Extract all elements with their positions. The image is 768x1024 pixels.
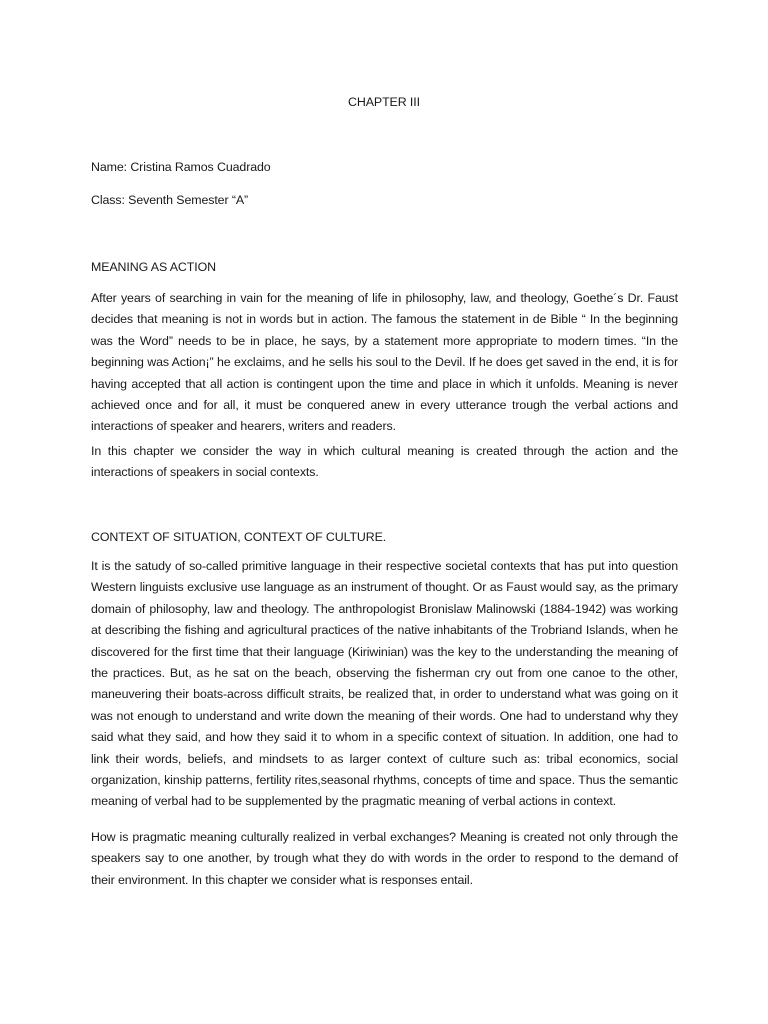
paragraph: After years of searching in vain for the meaning of life in philosophy, law, and theology, Goethe´s Dr. Faust decides that meaning is not in words but in action. The famous the statement in de Bible “ In the beginning was the Word” needs to be in place, he says, by a statement more appropriate to modern times. “In the beginning was Action¡” he exclaims, and he sells his soul to the Devil. If he does get saved in the end, it is for having accepted that all action is contingent upon the time and place in which it unfolds. Meaning is never achieved once and for all, it must be conquered anew in every utterance trough the verbal actions and interactions of speaker and hearers, writers and readers. xyxy=(91,291,678,434)
paragraph: It is the satudy of so-called primitive language in their respective societal contexts that has put into question Western linguists exclusive use language as an instrument of thought. Or as Faust would say, as the primary domain of philosophy, law and theology. The anthropologist Bronislaw Malinowski (1884-1942) was working at describing the fishing and agricultural practices of the native inhabitants of the Trobriand Islands, when he discovered for the first time that their language (Kiriwinian) was the key to the understanding the meaning of the practices. But, as he sat on the beach, observing the fisherman cry out from one canoe to the other, maneuvering their boats-across difficult straits, be realized that, in order to understand what was going on it was not enough to understand and write down the meaning of their words. One had to understand why they said what they said, and how they said it to whom in a specific context of situation. In addition, one had to link their words, beliefs, and mindsets to as larger context of culture such as: tribal economics, social organization, kinship patterns, fertility rites,seasonal rhythms, concepts of time and space. Thus the semantic meaning of verbal had to be supplemented by the pragmatic meaning of verbal actions in context. xyxy=(91,559,678,809)
paragraph: In this chapter we consider the way in which cultural meaning is created through the action and the interactions of speakers in social contexts. xyxy=(91,444,678,480)
section-heading-context: CONTEXT OF SITUATION, CONTEXT OF CULTURE. xyxy=(91,530,387,544)
chapter-title: CHAPTER III xyxy=(348,95,420,109)
paragraph: How is pragmatic meaning culturally realized in verbal exchanges? Meaning is created not only through the speakers say to one another, by trough what they do with words in the order to respond to the demand of their environment. In this chapter we consider what is responses entail. xyxy=(91,830,678,887)
student-class: Class: Seventh Semester “A” xyxy=(91,193,249,207)
student-name: Name: Cristina Ramos Cuadrado xyxy=(91,160,271,174)
section-heading-meaning-as-action: MEANING AS ACTION xyxy=(91,260,216,274)
